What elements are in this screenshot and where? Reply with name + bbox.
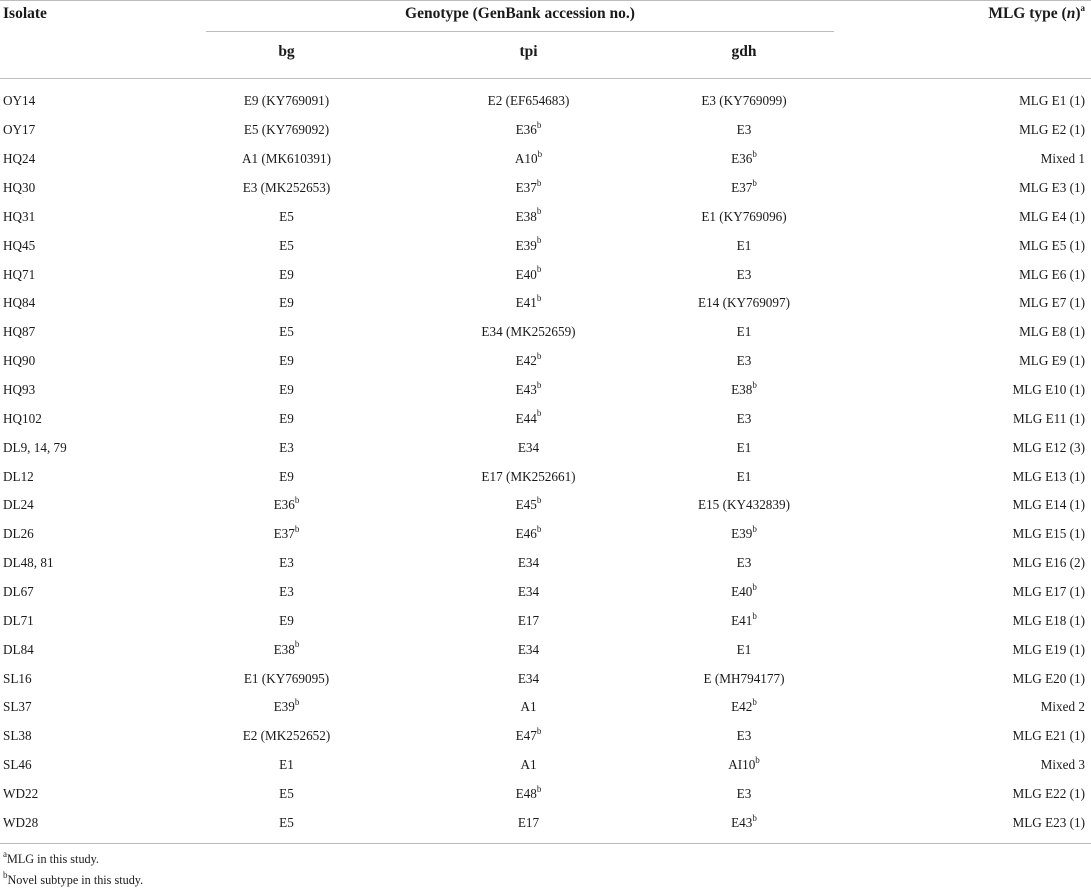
cell-bg: E9 xyxy=(279,612,294,628)
cell-isolate: DL71 xyxy=(3,612,34,628)
table-row xyxy=(0,318,1091,347)
cell-tpi: E44$^b$ xyxy=(515,408,542,426)
cell-mlg-type: MLG E5 (1) xyxy=(1019,237,1085,253)
column-gap xyxy=(367,433,409,462)
cell-gdh: E37$^b$ xyxy=(731,177,757,195)
column-gap xyxy=(367,520,409,549)
table-row xyxy=(0,174,1091,203)
cell-bg: E1 (KY769095) xyxy=(243,670,330,686)
genotype-table-body xyxy=(0,87,1091,837)
header-genotype: Genotype (GenBank accession no.) xyxy=(405,5,635,22)
column-gap xyxy=(648,462,655,491)
column-gap xyxy=(648,376,655,405)
cell-mlg-type: MLG E23 (1) xyxy=(1012,814,1085,830)
table-row xyxy=(0,433,1091,462)
column-gap xyxy=(367,289,409,318)
table-row xyxy=(0,404,1091,433)
footnote-marker: b xyxy=(752,581,757,592)
cell-gdh: E38$^b$ xyxy=(731,379,757,398)
cell-bg: E1 xyxy=(279,757,294,773)
footnote-marker: b xyxy=(536,264,542,275)
cell-tpi: E46$^b$ xyxy=(515,523,542,542)
table-row xyxy=(0,260,1091,289)
genotype-group-rule xyxy=(206,31,834,32)
footnote-marker: b xyxy=(294,523,300,534)
cell-tpi: E45$^b$ xyxy=(515,495,542,513)
cell-mlg-type: MLG E12 (3) xyxy=(1012,439,1085,455)
cell-mlg-type: MLG E17 (1) xyxy=(1012,584,1085,600)
cell-tpi: A1 xyxy=(520,699,537,715)
cell-gdh: E3 xyxy=(736,728,752,744)
cell-tpi: E17 (MK252661) xyxy=(481,468,576,484)
cell-isolate: DL67 xyxy=(3,584,34,600)
column-gap xyxy=(367,347,409,376)
column-gap xyxy=(648,87,655,116)
cell-isolate: HQ102 xyxy=(3,410,42,426)
cell-isolate: SL16 xyxy=(3,670,32,686)
footnote-marker: b xyxy=(752,379,757,390)
cell-mlg-type: Mixed 1 xyxy=(1040,151,1085,167)
cell-isolate: WD28 xyxy=(3,814,39,830)
footnote-marker: a xyxy=(1080,2,1085,13)
cell-gdh: E (MH794177) xyxy=(703,670,785,686)
cell-tpi: E17 xyxy=(517,612,540,628)
cell-tpi: E34 xyxy=(517,555,540,571)
cell-gdh: E1 xyxy=(736,439,752,455)
cell-isolate: HQ30 xyxy=(3,180,36,195)
cell-tpi: E37$^b$ xyxy=(515,177,542,195)
table-row xyxy=(0,87,1091,116)
footnote-marker: b xyxy=(294,697,300,708)
column-gap xyxy=(367,780,409,809)
column-gap xyxy=(648,404,655,433)
footnote-marker: b xyxy=(536,235,542,246)
column-gap xyxy=(367,174,409,203)
column-gap xyxy=(367,116,409,145)
cell-mlg-type: MLG E14 (1) xyxy=(1012,497,1085,513)
cell-mlg-type: MLG E7 (1) xyxy=(1019,295,1085,311)
table-row xyxy=(0,347,1091,376)
cell-isolate: SL46 xyxy=(3,757,32,773)
footnote-marker: b xyxy=(752,697,757,708)
cell-bg: E38$^b$ xyxy=(273,639,300,657)
cell-tpi: A10$^b$ xyxy=(514,148,543,167)
column-gap xyxy=(648,549,655,578)
cell-gdh: E1 xyxy=(736,641,752,657)
cell-mlg-type: MLG E9 (1) xyxy=(1019,353,1085,369)
cell-isolate: HQ71 xyxy=(3,266,36,282)
cell-gdh: E3 (KY769099) xyxy=(701,93,787,109)
footnote-marker: b xyxy=(536,495,542,506)
column-gap xyxy=(648,318,655,347)
footnote-marker: b xyxy=(752,610,757,621)
cell-tpi: E2 (EF654683) xyxy=(487,93,570,109)
column-gap xyxy=(648,780,655,809)
cell-isolate: DL9, 14, 79 xyxy=(3,439,67,455)
cell-isolate: HQ90 xyxy=(3,353,36,369)
cell-bg: E5 xyxy=(279,237,294,253)
column-gap xyxy=(367,606,409,635)
column-gap xyxy=(367,376,409,405)
footnote-marker: b xyxy=(536,379,542,390)
cell-tpi: E42$^b$ xyxy=(515,350,542,369)
cell-bg: E9 xyxy=(279,382,294,398)
column-gap xyxy=(648,433,655,462)
column-gap xyxy=(367,231,409,260)
cell-tpi: E34 xyxy=(517,641,540,657)
column-gap xyxy=(367,318,409,347)
column-gap xyxy=(648,202,655,231)
cell-mlg-type: MLG E19 (1) xyxy=(1012,641,1085,657)
cell-isolate: DL48, 81 xyxy=(3,555,54,571)
column-gap xyxy=(367,751,409,780)
cell-bg: E3 xyxy=(279,584,294,600)
cell-tpi: E39$^b$ xyxy=(515,235,542,253)
cell-gdh: E3 xyxy=(736,555,752,571)
cell-bg: E9 xyxy=(279,266,294,282)
footnote-marker: b xyxy=(536,350,542,361)
table-row xyxy=(0,491,1091,520)
cell-mlg-type: MLG E4 (1) xyxy=(1019,208,1085,224)
header-mlg-n: n xyxy=(1066,5,1076,22)
column-gap xyxy=(648,231,655,260)
cell-bg: E5 xyxy=(279,786,294,802)
column-gap xyxy=(648,606,655,635)
footnote-marker: b xyxy=(536,783,542,794)
footnote-a: $^a$MLG in this study. xyxy=(3,848,99,866)
footnote-marker: b xyxy=(536,408,542,419)
column-gap xyxy=(367,202,409,231)
column-gap xyxy=(367,693,409,722)
table-row xyxy=(0,635,1091,664)
cell-isolate: HQ87 xyxy=(3,324,36,340)
cell-tpi: E34 xyxy=(517,670,540,686)
cell-mlg-type: Mixed 3 xyxy=(1040,757,1085,773)
cell-mlg-type: MLG E22 (1) xyxy=(1012,786,1085,802)
cell-isolate: WD22 xyxy=(3,786,39,802)
header-mlg-type: MLG type $(n)^a$ xyxy=(988,2,1085,22)
cell-isolate: OY14 xyxy=(3,93,36,109)
cell-bg: A1 (MK610391) xyxy=(241,151,331,167)
table-top-rule xyxy=(0,0,1091,1)
column-gap xyxy=(648,347,655,376)
footnote-marker: b xyxy=(752,523,757,534)
cell-gdh: E41$^b$ xyxy=(731,610,757,628)
table-row xyxy=(0,202,1091,231)
cell-bg: E9 xyxy=(279,295,294,311)
cell-bg: E9 xyxy=(279,410,294,426)
footnote-marker: b xyxy=(536,523,542,534)
column-gap xyxy=(367,578,409,607)
cell-mlg-type: MLG E16 (2) xyxy=(1012,555,1085,571)
cell-isolate: DL84 xyxy=(3,641,34,657)
table-row xyxy=(0,751,1091,780)
table-row xyxy=(0,664,1091,693)
header-isolate: Isolate xyxy=(3,5,47,22)
cell-isolate: HQ24 xyxy=(3,151,36,167)
cell-mlg-type: MLG E18 (1) xyxy=(1012,612,1085,628)
cell-bg: E3 xyxy=(279,439,294,455)
cell-gdh: E36$^b$ xyxy=(731,148,757,167)
column-gap xyxy=(648,520,655,549)
footnote-marker: b xyxy=(294,495,300,506)
cell-gdh: E42$^b$ xyxy=(731,697,757,715)
cell-bg: E39$^b$ xyxy=(273,697,300,715)
cell-isolate: HQ31 xyxy=(3,208,36,224)
column-gap xyxy=(367,635,409,664)
table-row xyxy=(0,693,1091,722)
cell-isolate: HQ84 xyxy=(3,295,36,311)
column-gap xyxy=(367,808,409,837)
column-gap xyxy=(648,289,655,318)
column-gap xyxy=(648,491,655,520)
cell-gdh: E3 xyxy=(736,353,752,369)
cell-bg: E9 (KY769091) xyxy=(243,93,330,109)
footnote-marker: b xyxy=(752,177,757,188)
table-bottom-rule xyxy=(0,843,1091,844)
cell-gdh: E3 xyxy=(736,266,752,282)
cell-tpi: E17 xyxy=(517,814,540,830)
cell-mlg-type: MLG E13 (1) xyxy=(1012,468,1085,484)
cell-tpi: E36$^b$ xyxy=(515,119,542,138)
cell-isolate: SL38 xyxy=(3,728,32,744)
footnote-marker: b xyxy=(536,725,542,736)
cell-mlg-type: MLG E8 (1) xyxy=(1019,324,1085,340)
cell-bg: E3 xyxy=(279,555,294,571)
column-gap xyxy=(367,404,409,433)
footnote-marker: b xyxy=(752,148,757,159)
header-tpi: tpi xyxy=(519,43,538,60)
cell-tpi: A1 xyxy=(520,757,537,773)
cell-isolate: OY17 xyxy=(3,122,36,138)
cell-tpi: E48$^b$ xyxy=(515,783,542,802)
cell-mlg-type: MLG E15 (1) xyxy=(1012,526,1085,542)
cell-isolate: HQ45 xyxy=(3,237,36,253)
column-gap xyxy=(648,635,655,664)
cell-bg: E5 xyxy=(279,814,294,830)
column-gap xyxy=(648,693,655,722)
cell-gdh: E1 xyxy=(736,324,752,340)
column-gap xyxy=(648,578,655,607)
cell-gdh: E14 (KY769097) xyxy=(698,295,790,311)
column-gap xyxy=(367,87,409,116)
cell-tpi: E34 (MK252659) xyxy=(481,324,576,340)
column-gap xyxy=(367,491,409,520)
column-gap xyxy=(367,549,409,578)
table-row xyxy=(0,145,1091,174)
table-row xyxy=(0,231,1091,260)
cell-mlg-type: MLG E2 (1) xyxy=(1019,122,1085,138)
header-bg: bg xyxy=(278,43,295,60)
cell-isolate: DL12 xyxy=(3,468,34,484)
column-gap xyxy=(648,808,655,837)
cell-tpi: E41$^b$ xyxy=(515,293,542,311)
cell-tpi: E34 xyxy=(517,439,540,455)
cell-gdh: E3 xyxy=(736,410,752,426)
column-gap xyxy=(367,664,409,693)
table-row xyxy=(0,578,1091,607)
table-row xyxy=(0,376,1091,405)
cell-bg: E36$^b$ xyxy=(273,495,300,513)
cell-bg: E5 xyxy=(279,324,294,340)
column-gap xyxy=(648,145,655,174)
cell-bg: E5 (KY769092) xyxy=(243,122,330,138)
table-row xyxy=(0,808,1091,837)
column-gap xyxy=(367,260,409,289)
cell-tpi: E40$^b$ xyxy=(515,264,542,282)
cell-mlg-type: MLG E10 (1) xyxy=(1012,382,1085,398)
cell-isolate: DL24 xyxy=(3,497,34,513)
footnote-marker: b xyxy=(536,119,542,130)
table-row xyxy=(0,289,1091,318)
table-row xyxy=(0,722,1091,751)
cell-gdh: AI10$^b$ xyxy=(728,754,760,773)
cell-bg: E2 (MK252652) xyxy=(242,728,331,744)
cell-mlg-type: MLG E1 (1) xyxy=(1019,93,1085,109)
cell-isolate: DL26 xyxy=(3,526,34,542)
cell-gdh: E1 xyxy=(736,468,752,484)
footnote-marker: b xyxy=(537,148,543,159)
cell-isolate: HQ93 xyxy=(3,382,36,398)
column-gap xyxy=(367,145,409,174)
column-gap xyxy=(648,664,655,693)
cell-mlg-type: MLG E21 (1) xyxy=(1012,728,1085,744)
cell-gdh: E39$^b$ xyxy=(731,523,757,542)
footnote-b: $^b$Novel subtype in this study. xyxy=(3,869,144,887)
column-gap xyxy=(648,260,655,289)
cell-bg: E37$^b$ xyxy=(273,523,300,542)
cell-bg: E5 xyxy=(279,208,294,224)
cell-gdh: E15 (KY432839) xyxy=(698,497,790,513)
cell-tpi: E47$^b$ xyxy=(515,725,542,744)
column-gap xyxy=(367,722,409,751)
cell-bg: E9 xyxy=(279,468,294,484)
footnote-marker: b xyxy=(752,812,757,823)
table-row xyxy=(0,780,1091,809)
column-gap xyxy=(648,116,655,145)
cell-gdh: E1 xyxy=(736,237,752,253)
table-row xyxy=(0,606,1091,635)
cell-mlg-type: MLG E6 (1) xyxy=(1019,266,1085,282)
cell-bg: E9 xyxy=(279,353,294,369)
footnote-marker: b xyxy=(536,293,542,304)
cell-tpi: E34 xyxy=(517,584,540,600)
cell-gdh: E3 xyxy=(736,122,752,138)
footnote-marker: b xyxy=(536,177,542,188)
footnote-marker: b xyxy=(755,754,760,765)
column-gap xyxy=(648,174,655,203)
cell-gdh: E3 xyxy=(736,786,752,802)
header-gdh: gdh xyxy=(731,43,757,60)
column-gap xyxy=(648,751,655,780)
cell-bg: E3 (MK252653) xyxy=(242,180,331,195)
footnote-marker: b xyxy=(294,639,300,650)
cell-gdh: E40$^b$ xyxy=(731,581,757,600)
column-gap xyxy=(648,722,655,751)
cell-gdh: E43$^b$ xyxy=(731,812,757,830)
cell-gdh: E1 (KY769096) xyxy=(701,208,787,224)
cell-tpi: E38$^b$ xyxy=(515,206,542,224)
table-row xyxy=(0,462,1091,491)
column-gap xyxy=(367,462,409,491)
header-bottom-rule xyxy=(0,78,1091,79)
table-row xyxy=(0,549,1091,578)
cell-mlg-type: MLG E3 (1) xyxy=(1019,180,1085,195)
cell-mlg-type: MLG E20 (1) xyxy=(1012,670,1085,686)
table-row xyxy=(0,520,1091,549)
footnote-marker: b xyxy=(536,206,542,217)
table-row xyxy=(0,116,1091,145)
cell-mlg-type: MLG E11 (1) xyxy=(1012,410,1085,426)
cell-isolate: SL37 xyxy=(3,699,32,715)
cell-tpi: E43$^b$ xyxy=(515,379,542,398)
cell-mlg-type: Mixed 2 xyxy=(1040,699,1085,715)
